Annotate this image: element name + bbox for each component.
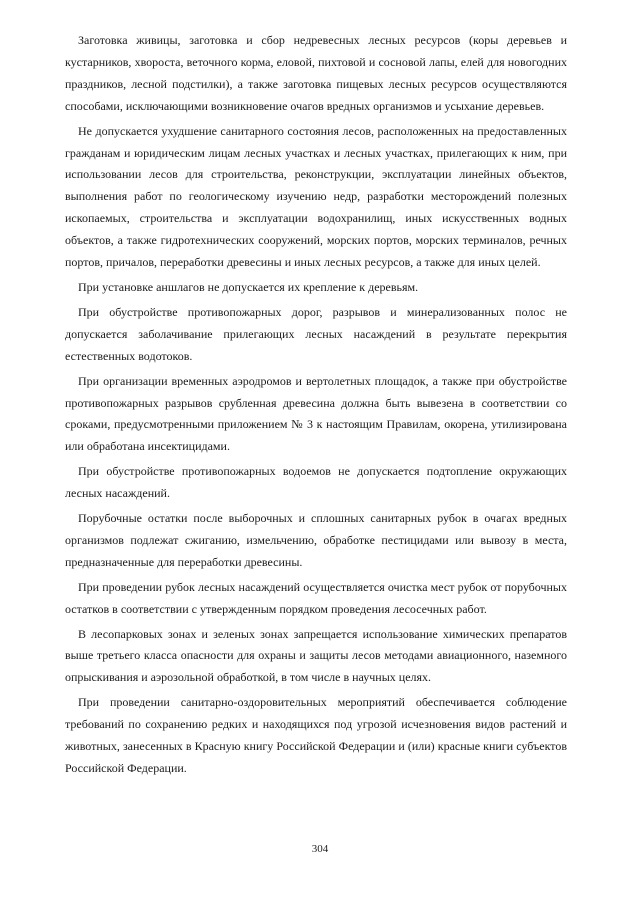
paragraph-8: При проведении рубок лесных насаждений осуществляется очистка мест рубок от порубочных остатков в соответствии с утвержденным порядком проведения лесосечных работ. [65,579,567,616]
paragraph-5: При организации временных аэродромов и вертолетных площадок, а также при обустройстве противопожарных разрывов срубленная древесина должна быть вывезена в соответствии со сроками, предусмотренными приложением № 3 к настоящим Правилам, окорена, утилизирована или обработана инсектицидами. [65,373,567,454]
paragraph-4: При обустройстве противопожарных дорог, разрывов и минерализованных полос не допускается заболачивание прилегающих лесных насаждений в результате перекрытия естественных водотоков. [65,304,567,363]
paragraph-10: При проведении санитарно-оздоровительных мероприятий обеспечивается соблюдение требований по сохранению редких и находящихся под угрозой исчезновения видов растений и животных, занесенных в Красную книгу Российской Федерации и (или) красные книги субъектов Российской Федерации. [65,695,567,775]
paragraph-2: Не допускается ухудшение санитарного состояния лесов, расположенных на предоставленных гражданам и юридическим лицам лесных участках и лесных участках, прилегающих к ним, при использовании лесов для строительства, реконструкции, эксплуатации линейных объектов, выполнения работ по геологическому изучению недр, разработки месторождений полезных ископаемых, строительства и эксплуатации водохранилищ, иных искусственных водных объектов, а также гидротехнических сооружений, морских портов, морских терминалов, речных портов, причалов, переработки древесины и иных лесных ресурсов, а также для иных целей. [65,123,567,270]
paragraph-6: При обустройстве противопожарных водоемов не допускается подтопление окружающих лесных насаждений. [65,464,567,501]
document-body [65,30,567,783]
paragraph-9: В лесопарковых зонах и зеленых зонах запрещается использование химических препаратов выше третьего класса опасности для охраны и защиты лесов методами авиационного, наземного опрыскивания и аэрозольной обработкой, в том числе в научных целях. [65,626,567,685]
paragraph-1: Заготовка живицы, заготовка и сбор недревесных лесных ресурсов (коры деревьев и кустарников, хвороста, веточного корма, еловой, пихтовой и сосновой лапы, елей для новогодних праздников, лесной подстилки), а также заготовка пищевых лесных ресурсов осуществляются способами, исключающими возникновение очагов вредных организмов и усыхание деревьев. [65,33,567,113]
paragraph-7: Порубочные остатки после выборочных и сплошных санитарных рубок в очагах вредных организмов подлежат сжиганию, измельчению, обработке пестицидами или вывозу в места, предназначенные для переработки древесины. [65,511,567,569]
page-number: 304 [311,843,329,855]
paragraph-3: При установке аншлагов не допускается их крепление к деревьям. [78,279,419,294]
